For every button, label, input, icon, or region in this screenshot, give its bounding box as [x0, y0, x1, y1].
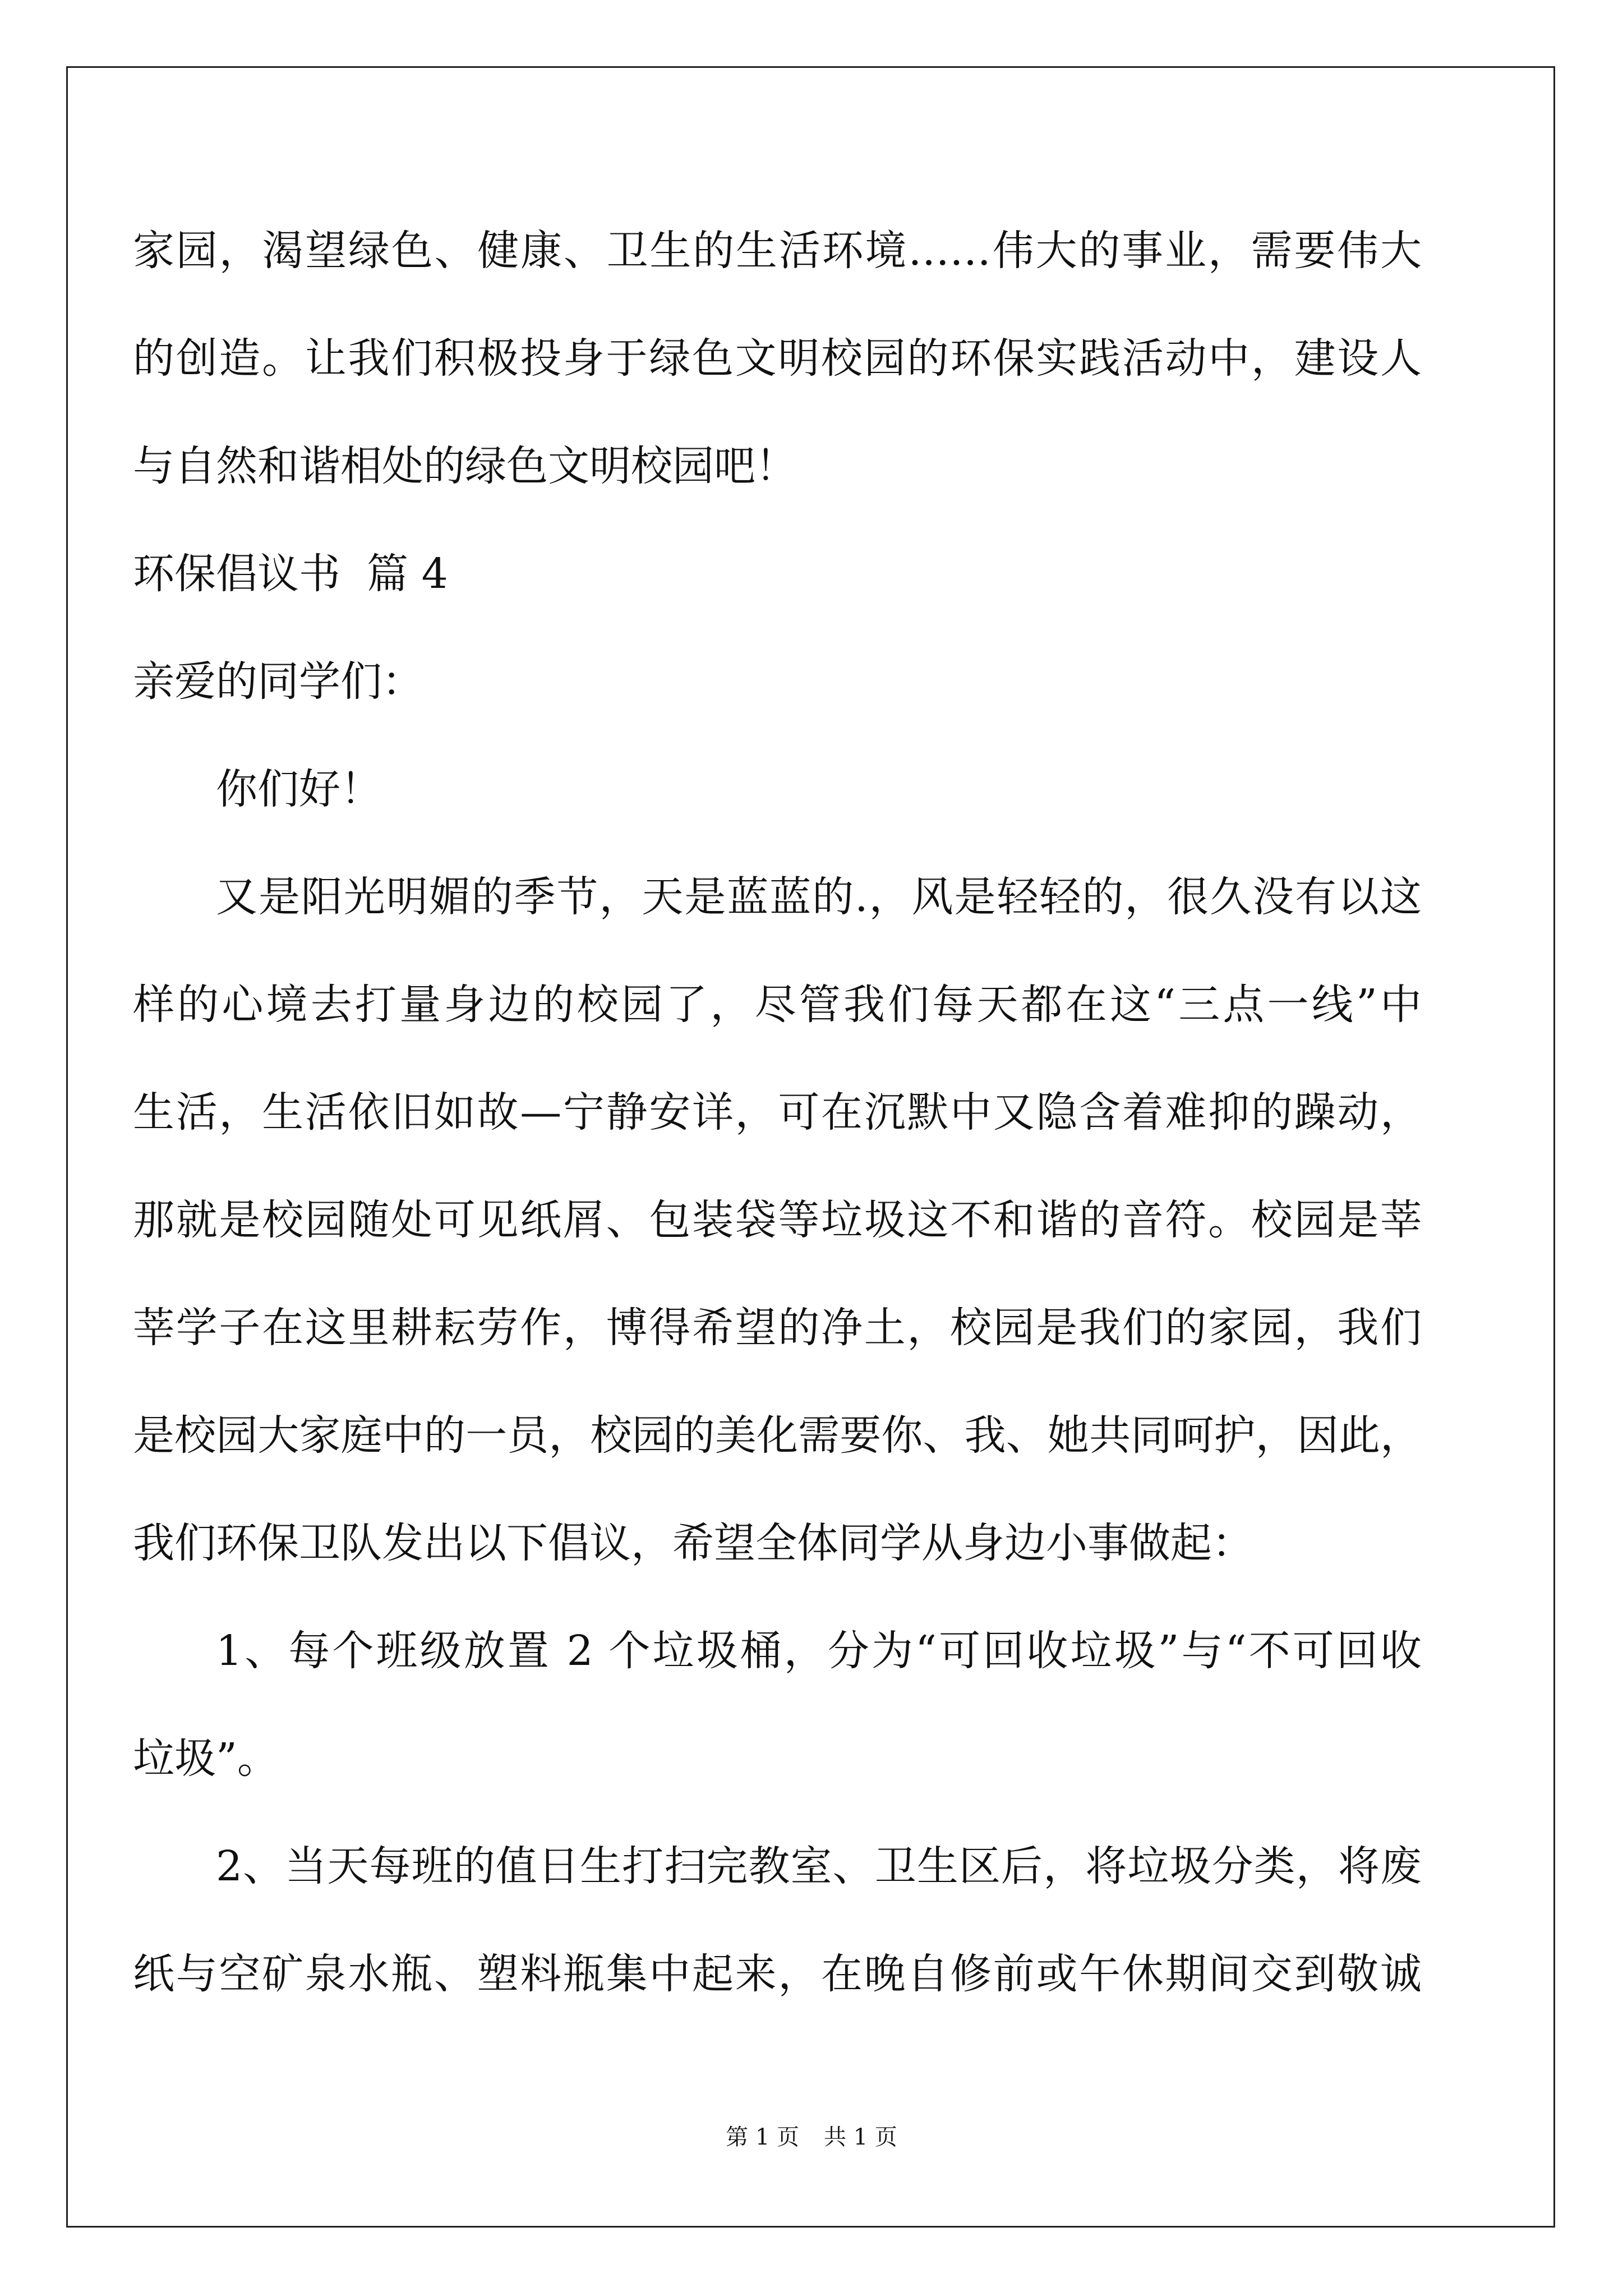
text-line: 莘学子在这里耕耘劳作，博得希望的净土，校园是我们的家园，我们	[133, 1304, 1422, 1352]
page-footer	[0, 2126, 1623, 2148]
text-line: 的创造。让我们积极投身于绿色文明校园的环保实践活动中，建设人	[133, 334, 1422, 383]
page-total: 共 1 页	[824, 2124, 897, 2150]
text-line: 样的心境去打量身边的校园了，尽管我们每天都在这“三点一线”中	[133, 981, 1422, 1029]
text-line: 生活，生活依旧如故—宁静安详，可在沉默中又隐含着难抑的躁动，	[133, 1088, 1422, 1137]
text-line: 家园，渴望绿色、健康、卫生的生活环境……伟大的事业，需要伟大	[133, 227, 1422, 275]
text-line: 又是阳光明媚的季节，天是蓝蓝的.，风是轻轻的，很久没有以这	[216, 873, 1422, 921]
page-number: 第 1 页	[726, 2124, 799, 2150]
salutation: 亲爱的同学们：	[133, 657, 423, 706]
text-line: 与自然和谐相处的绿色文明校园吧！	[133, 442, 797, 490]
section-heading: 环保倡议书 篇 4	[133, 550, 448, 598]
page-border	[66, 66, 1555, 2228]
text-line: 是校园大家庭中的一员，校园的美化需要你、我、她共同呵护，因此，	[133, 1411, 1422, 1460]
text-line: 那就是校园随处可见纸屑、包装袋等垃圾这不和谐的音符。校园是莘	[133, 1196, 1422, 1244]
text-line: 垃圾”。	[133, 1734, 279, 1783]
text-line: 我们环保卫队发出以下倡议，希望全体同学从身边小事做起：	[133, 1519, 1253, 1567]
greeting: 你们好！	[216, 765, 382, 813]
list-item-2: 2、当天每班的值日生打扫完教室、卫生区后，将垃圾分类，将废	[216, 1842, 1422, 1890]
text-line: 纸与空矿泉水瓶、塑料瓶集中起来，在晚自修前或午休期间交到敬诚	[133, 1950, 1422, 1998]
list-item-1: 1、每个班级放置 2 个垃圾桶，分为“可回收垃圾”与“不可回收	[216, 1627, 1422, 1675]
